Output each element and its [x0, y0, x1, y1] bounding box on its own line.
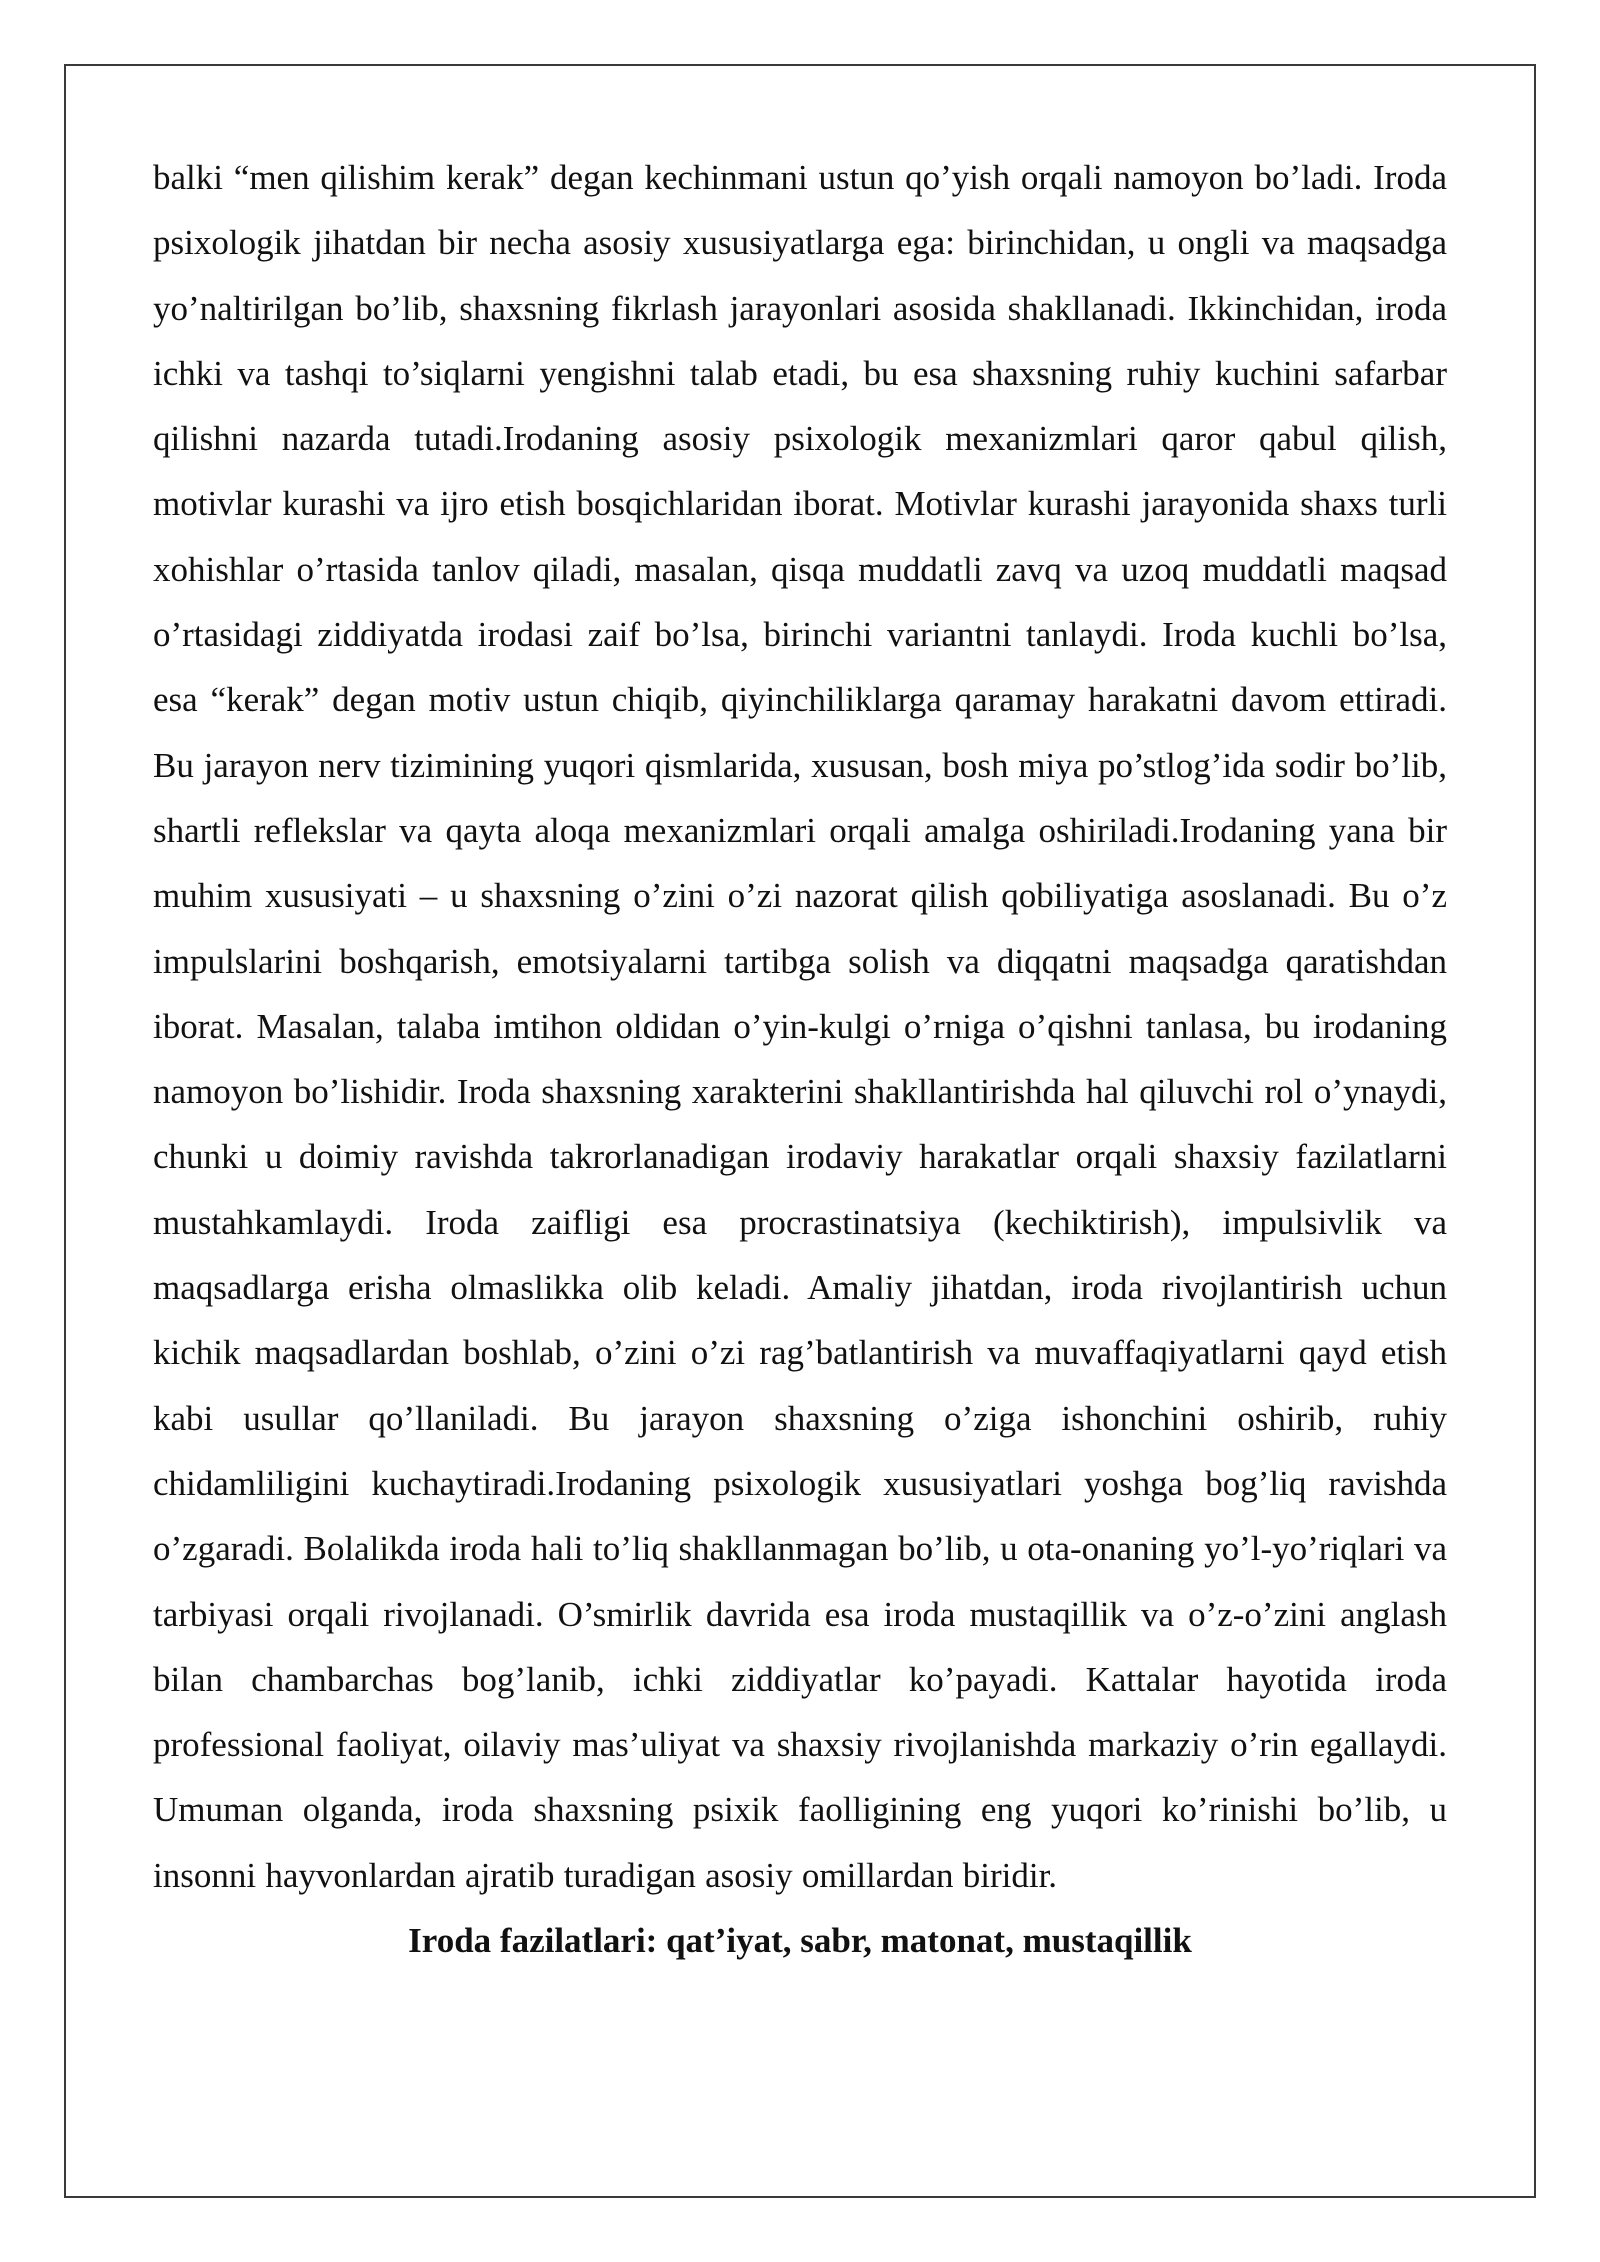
section-heading: Iroda fazilatlari: qat’iyat, sabr, matonat, mustaqillik [408, 1921, 1192, 1961]
body-paragraph: balki “men qilishim kerak” degan kechinmani ustun qo’yish orqali namoyon bo’ladi. Iroda psixologik jihatdan bir necha asosiy xususiyatlarga ega: birinchidan, u ongli va maqsadga yo’naltirilgan bo’lib, shaxsning fikrlash jarayonlari asosida shakllanadi. Ikkinchidan, iroda ichki va tashqi to’siqlarni yengishni talab etadi, bu esa shaxsning ruhiy kuchini safarbar qilishni nazarda tutadi.Irodaning asosiy psixologik mexanizmlari qaror qabul qilish, motivlar kurashi va ijro etish bosqichlaridan iborat. Motivlar kurashi jarayonida shaxs turli xohishlar o’rtasida tanlov qiladi, masalan, qisqa muddatli zavq va uzoq muddatli maqsad o’rtasidagi ziddiyatda irodasi zaif bo’lsa, birinchi variantni tanlaydi. Iroda kuchli bo’lsa, esa “kerak” degan motiv ustun chiqib, qiyinchiliklarga qaramay harakatni davom ettiradi. Bu jarayon nerv tizimining yuqori qismlarida, xususan, bosh miya po’stlog’ida sodir bo’lib, shartli reflekslar va qayta aloqa mexanizmlari orqali amalga oshiriladi.Irodaning yana bir muhim xususiyati – u shaxsning o’zini o’zi nazorat qilish qobiliyatiga asoslanadi. Bu o’z impulslarini boshqarish, emotsiyalarni tartibga solish va diqqatni maqsadga qaratishdan iborat. Masalan, talaba imtihon oldidan o’yin-kulgi o’rniga o’qishni tanlasa, bu irodaning namoyon bo’lishidir. Iroda shaxsning xarakterini shakllantirishda hal qiluvchi rol o’ynaydi, chunki u doimiy ravishda takrorlanadigan irodaviy harakatlar orqali shaxsiy fazilatlarni mustahkamlaydi. Iroda zaifligi esa procrastinatsiya (kechiktirish), impulsivlik va maqsadlarga erisha olmaslikka olib keladi. Amaliy jihatdan, iroda rivojlantirish uchun kichik maqsadlardan boshlab, o’zini o’zi rag’batlantirish va muvaffaqiyatlarni qayd etish kabi usullar qo’llaniladi. Bu jarayon shaxsning o’ziga ishonchini oshirib, ruhiy chidamliligini kuchaytiradi.Irodaning psixologik xususiyatlari yoshga bog’liq ravishda o’zgaradi. Bolalikda iroda hali to’liq shakllanmagan bo’lib, u ota-onaning yo’l-yo’riqlari va tarbiyasi orqali rivojlanadi. O’smirlik davrida esa iroda mustaqillik va o’z-o’zini anglash bilan chambarchas bog’lanib, ichki ziddiyatlar ko’payadi. Kattalar hayotida iroda professional faoliyat, oilaviy mas’uliyat va shaxsiy rivojlanishda markaziy o’rin egallaydi. Umuman olganda, iroda shaxsning psixik faolligining eng yuqori ko’rinishi bo’lib, u insonni hayvonlardan ajratib turadigan asosiy omillardan biridir. [153, 158, 1447, 1895]
page-content [153, 145, 1447, 1973]
